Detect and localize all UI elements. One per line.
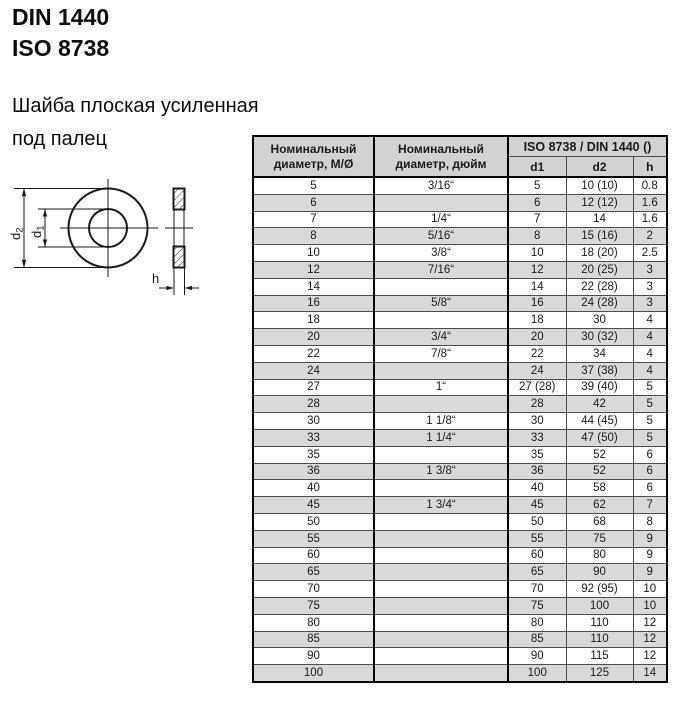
cell-h: 10	[633, 581, 667, 598]
table-row	[253, 329, 667, 346]
cell-h: 1.6	[633, 194, 667, 211]
cell-d2: 37 (38)	[566, 362, 633, 379]
cell-nominal-inch	[374, 446, 508, 463]
cell-h: 12	[633, 614, 667, 631]
cell-nominal-inch	[374, 665, 508, 682]
washer-dimensions-table	[252, 135, 668, 683]
cell-h: 9	[633, 530, 667, 547]
cell-nominal-metric: 36	[253, 463, 374, 480]
cell-h: 3	[633, 295, 667, 312]
cell-d2: 30 (32)	[566, 329, 633, 346]
cell-nominal-metric: 33	[253, 429, 374, 446]
cell-d1: 70	[508, 581, 566, 598]
cell-nominal-metric: 22	[253, 345, 374, 362]
cell-h: 7	[633, 497, 667, 514]
table-row	[253, 312, 667, 329]
cell-nominal-metric: 65	[253, 564, 374, 581]
cell-d1: 33	[508, 429, 566, 446]
washer-front-view	[60, 179, 158, 277]
table-row	[253, 497, 667, 514]
cell-nominal-metric: 35	[253, 446, 374, 463]
cell-h: 2.5	[633, 245, 667, 262]
cell-d2: 58	[566, 480, 633, 497]
cell-h: 4	[633, 329, 667, 346]
cell-nominal-inch	[374, 396, 508, 413]
cell-h: 3	[633, 278, 667, 295]
cell-h: 5	[633, 429, 667, 446]
table-row	[253, 194, 667, 211]
cell-h: 2	[633, 228, 667, 245]
cell-nominal-metric: 50	[253, 513, 374, 530]
cell-nominal-inch	[374, 648, 508, 665]
col-header-nominal-inch	[374, 136, 508, 177]
table-row	[253, 211, 667, 228]
cell-nominal-metric: 24	[253, 362, 374, 379]
cell-nominal-inch	[374, 597, 508, 614]
table-row	[253, 597, 667, 614]
cell-d1: 27 (28)	[508, 379, 566, 396]
table-row	[253, 513, 667, 530]
cell-d2: 30	[566, 312, 633, 329]
cell-nominal-inch: 7/8“	[374, 345, 508, 362]
cell-nominal-inch: 1/4“	[374, 211, 508, 228]
cell-d2: 39 (40)	[566, 379, 633, 396]
table-row	[253, 665, 667, 682]
cell-nominal-inch	[374, 513, 508, 530]
col-group-header-standards: ISO 8738 / DIN 1440 ()	[508, 136, 667, 157]
cell-nominal-inch: 3/4“	[374, 329, 508, 346]
cell-h: 5	[633, 379, 667, 396]
cell-d1: 16	[508, 295, 566, 312]
cell-nominal-metric: 5	[253, 177, 374, 194]
cell-h: 5	[633, 413, 667, 430]
table-row	[253, 295, 667, 312]
cell-d1: 50	[508, 513, 566, 530]
cell-d2: 42	[566, 396, 633, 413]
cell-d1: 75	[508, 597, 566, 614]
h-label: h	[152, 271, 160, 286]
dimension-h	[152, 268, 199, 295]
cell-d1: 5	[508, 177, 566, 194]
cell-h: 6	[633, 446, 667, 463]
cell-d2: 110	[566, 631, 633, 648]
cell-d1: 12	[508, 261, 566, 278]
cell-d1: 18	[508, 312, 566, 329]
product-name-line2: под палец	[12, 128, 107, 150]
cell-d1: 60	[508, 547, 566, 564]
cell-d1: 55	[508, 530, 566, 547]
cell-nominal-inch: 5/16“	[374, 228, 508, 245]
cell-d2: 100	[566, 597, 633, 614]
washer-side-section-view	[165, 189, 193, 268]
cell-h: 0.8	[633, 177, 667, 194]
cell-h: 5	[633, 396, 667, 413]
cell-d2: 47 (50)	[566, 429, 633, 446]
cell-d2: 52	[566, 463, 633, 480]
d1-label: d1	[29, 225, 47, 238]
cell-h: 12	[633, 648, 667, 665]
cell-nominal-metric: 70	[253, 581, 374, 598]
cell-d2: 92 (95)	[566, 581, 633, 598]
col-header-d2: d2	[566, 157, 633, 178]
cell-nominal-inch: 1 3/8“	[374, 463, 508, 480]
cell-d1: 28	[508, 396, 566, 413]
cell-h: 14	[633, 665, 667, 682]
cell-d1: 6	[508, 194, 566, 211]
cell-d1: 45	[508, 497, 566, 514]
cell-nominal-metric: 60	[253, 547, 374, 564]
product-name-line1: Шайба плоская усиленная	[12, 95, 259, 117]
cell-h: 8	[633, 513, 667, 530]
table-row	[253, 177, 667, 194]
cell-nominal-inch: 1 1/4“	[374, 429, 508, 446]
cell-nominal-inch: 1 3/4“	[374, 497, 508, 514]
cell-nominal-metric: 80	[253, 614, 374, 631]
cell-nominal-inch	[374, 547, 508, 564]
cell-d1: 14	[508, 278, 566, 295]
cell-h: 9	[633, 547, 667, 564]
cell-nominal-metric: 27	[253, 379, 374, 396]
cell-d2: 14	[566, 211, 633, 228]
cell-d1: 7	[508, 211, 566, 228]
cell-d2: 22 (28)	[566, 278, 633, 295]
washer-technical-drawing	[8, 168, 240, 320]
cell-nominal-inch: 1 1/8“	[374, 413, 508, 430]
col-header-line: Номинальный	[270, 142, 357, 156]
cell-h: 4	[633, 312, 667, 329]
col-header-line: диаметр, дюйм	[395, 157, 487, 171]
cell-nominal-metric: 75	[253, 597, 374, 614]
standard-iso-title: ISO 8738	[12, 35, 110, 61]
table-row	[253, 429, 667, 446]
cell-nominal-metric: 6	[253, 194, 374, 211]
cell-nominal-inch	[374, 312, 508, 329]
col-header-h: h	[633, 157, 667, 178]
cell-nominal-metric: 100	[253, 665, 374, 682]
cell-nominal-metric: 18	[253, 312, 374, 329]
cell-nominal-metric: 12	[253, 261, 374, 278]
cell-d2: 115	[566, 648, 633, 665]
standards-title-block	[12, 2, 109, 64]
cell-h: 9	[633, 564, 667, 581]
cell-d1: 22	[508, 345, 566, 362]
cell-h: 6	[633, 480, 667, 497]
cell-nominal-metric: 40	[253, 480, 374, 497]
cell-d2: 18 (20)	[566, 245, 633, 262]
cell-nominal-inch	[374, 581, 508, 598]
col-header-line: Номинальный	[398, 142, 484, 156]
cell-nominal-metric: 55	[253, 530, 374, 547]
cell-d1: 35	[508, 446, 566, 463]
cell-d2: 62	[566, 497, 633, 514]
section-hatch-bottom	[174, 247, 185, 268]
cell-d1: 80	[508, 614, 566, 631]
col-header-nominal-metric	[253, 136, 374, 177]
cell-nominal-inch	[374, 530, 508, 547]
cell-d1: 90	[508, 648, 566, 665]
table-row	[253, 463, 667, 480]
cell-d1: 85	[508, 631, 566, 648]
cell-d2: 34	[566, 345, 633, 362]
table-row	[253, 480, 667, 497]
table-row	[253, 581, 667, 598]
cell-d2: 10 (10)	[566, 177, 633, 194]
cell-d2: 90	[566, 564, 633, 581]
cell-nominal-inch: 1“	[374, 379, 508, 396]
table-row	[253, 261, 667, 278]
cell-d2: 75	[566, 530, 633, 547]
table-row	[253, 278, 667, 295]
cell-d1: 100	[508, 665, 566, 682]
cell-nominal-metric: 90	[253, 648, 374, 665]
cell-d2: 24 (28)	[566, 295, 633, 312]
cell-h: 12	[633, 631, 667, 648]
cell-nominal-metric: 30	[253, 413, 374, 430]
table-row	[253, 631, 667, 648]
cell-nominal-inch	[374, 564, 508, 581]
cell-nominal-metric: 7	[253, 211, 374, 228]
cell-d2: 68	[566, 513, 633, 530]
cell-d1: 24	[508, 362, 566, 379]
cell-d1: 20	[508, 329, 566, 346]
cell-h: 1.6	[633, 211, 667, 228]
section-hatch-top	[174, 189, 185, 210]
table-row	[253, 245, 667, 262]
table-row	[253, 228, 667, 245]
cell-h: 10	[633, 597, 667, 614]
cell-nominal-metric: 10	[253, 245, 374, 262]
cell-d2: 12 (12)	[566, 194, 633, 211]
cell-nominal-metric: 45	[253, 497, 374, 514]
cell-d2: 52	[566, 446, 633, 463]
cell-nominal-inch	[374, 614, 508, 631]
cell-nominal-inch	[374, 194, 508, 211]
table-row	[253, 564, 667, 581]
cell-h: 4	[633, 345, 667, 362]
cell-nominal-inch: 7/16“	[374, 261, 508, 278]
table-row	[253, 345, 667, 362]
table-row	[253, 547, 667, 564]
cell-d2: 80	[566, 547, 633, 564]
table-row	[253, 362, 667, 379]
standard-din-title: DIN 1440	[12, 4, 110, 30]
table-row	[253, 530, 667, 547]
cell-nominal-metric: 14	[253, 278, 374, 295]
cell-d2: 125	[566, 665, 633, 682]
cell-d1: 8	[508, 228, 566, 245]
cell-nominal-inch	[374, 631, 508, 648]
cell-d2: 15 (16)	[566, 228, 633, 245]
cell-d1: 40	[508, 480, 566, 497]
d2-label: d2	[8, 227, 26, 240]
cell-nominal-metric: 28	[253, 396, 374, 413]
cell-h: 4	[633, 362, 667, 379]
cell-nominal-inch: 3/8“	[374, 245, 508, 262]
cell-d1: 65	[508, 564, 566, 581]
cell-d1: 10	[508, 245, 566, 262]
table-row	[253, 648, 667, 665]
table-row	[253, 446, 667, 463]
cell-d1: 30	[508, 413, 566, 430]
cell-nominal-metric: 8	[253, 228, 374, 245]
cell-nominal-metric: 85	[253, 631, 374, 648]
cell-d2: 44 (45)	[566, 413, 633, 430]
product-name	[12, 90, 259, 156]
cell-nominal-metric: 16	[253, 295, 374, 312]
cell-nominal-inch: 5/8“	[374, 295, 508, 312]
cell-nominal-inch	[374, 362, 508, 379]
cell-h: 3	[633, 261, 667, 278]
table-row	[253, 614, 667, 631]
cell-nominal-inch: 3/16“	[374, 177, 508, 194]
cell-d2: 110	[566, 614, 633, 631]
cell-d2: 20 (25)	[566, 261, 633, 278]
cell-d1: 36	[508, 463, 566, 480]
col-header-line: диаметр, М/Ø	[273, 157, 354, 171]
cell-h: 6	[633, 463, 667, 480]
cell-nominal-inch	[374, 278, 508, 295]
cell-nominal-metric: 20	[253, 329, 374, 346]
table-row	[253, 413, 667, 430]
cell-nominal-inch	[374, 480, 508, 497]
table-row	[253, 379, 667, 396]
table-row	[253, 396, 667, 413]
col-header-d1: d1	[508, 157, 566, 178]
